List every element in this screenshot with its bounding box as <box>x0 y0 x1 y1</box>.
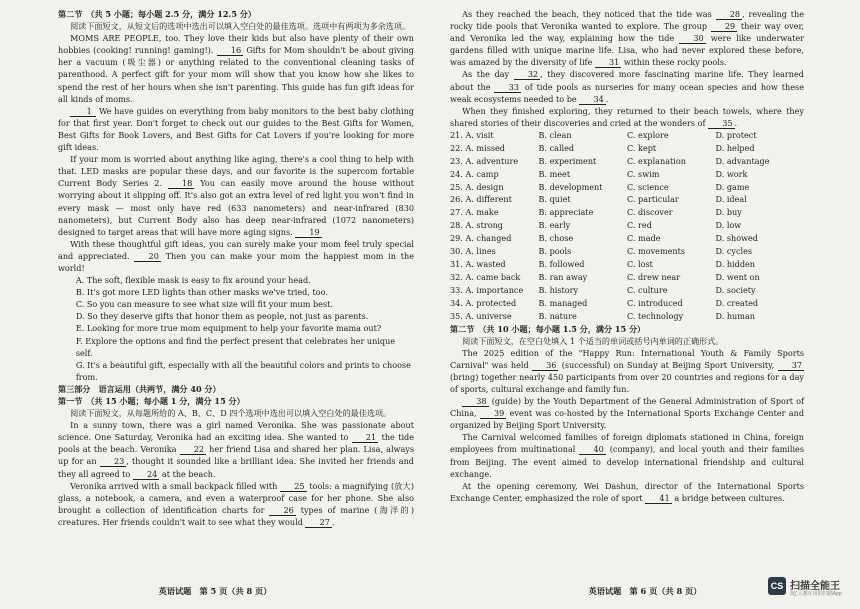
passage-paragraph <box>58 419 414 479</box>
choice-option: D. protect <box>715 129 757 140</box>
choice-option: D. work <box>715 168 748 179</box>
passage-text: . <box>605 93 609 104</box>
passage-text: , thought it sounded like a brilliant idea. She invited her friends and they all agreed to <box>58 456 414 479</box>
passage-paragraph <box>58 480 414 528</box>
section1-title: 第一节 （共 15 小题；每小题 1 分，满分 15 分） <box>58 396 245 406</box>
answer-blank-24: 24 <box>133 469 159 480</box>
passage-text: a bridge between cultures. <box>674 492 785 503</box>
choice-option: D. human <box>715 310 755 321</box>
passage-text: event was co-hosted by the International Sports Exchange Center and organized by Beijing Sport University. <box>450 408 805 431</box>
choice-option: B. pools <box>538 246 572 257</box>
choice-row <box>450 142 804 155</box>
choice-option: B. meet <box>538 168 571 179</box>
passage-paragraph <box>58 105 414 153</box>
answer-blank-29: 29 <box>711 21 737 32</box>
answer-blank-23: 23 <box>100 456 126 467</box>
choice-option: C. lost <box>627 259 653 269</box>
choice-option: B. nature <box>538 310 577 321</box>
passage-text: (bring) together nearly 450 participants from over 20 countries and regions for a day of sports, cultural exchange and family fun. <box>450 371 804 394</box>
passage-text: of tide pools as nurseries for many ocean species and how these weak ecosystems needed to be <box>450 81 804 104</box>
choice-option: 26. A. different <box>450 194 512 205</box>
choice-option: 32. A. came back <box>450 271 521 282</box>
choice-option: C. red <box>627 220 652 231</box>
choice-option: C. explanation <box>627 155 686 166</box>
answer-blank-26: 26 <box>269 505 295 516</box>
answer-blank-21: 21 <box>352 432 378 443</box>
choice-option: B. managed <box>538 297 588 308</box>
passage-text: , they discovered more fascinating marine life. They learned about the <box>450 69 804 92</box>
answer-blank-27: 27 <box>305 517 331 528</box>
passage-text: At the opening ceremony, Wei Dashun, director of the International Sports Exchange Center, emphasized the role of sport <box>450 480 804 503</box>
choice-row <box>450 310 804 323</box>
passage-text: MOMS ARE PEOPLE, too. They love their kids but also have plenty of their own hobbies (cooking! running! gaming!). <box>58 33 414 56</box>
passage-text: When they finished exploring, they returned to their beach towels, where they shared stories of their discoveries and cried at the wonders of <box>450 105 804 128</box>
passage-text: within these rocky pools. <box>623 57 727 68</box>
answer-blank-41: 41 <box>645 493 671 504</box>
choice-row <box>450 284 804 297</box>
choice-option: C. science <box>627 181 669 192</box>
passage-text: With these thoughtful gift ideas, you can surely make your mom feel truly special and appreciated. <box>58 238 414 261</box>
choice-option: C. particular <box>627 194 679 205</box>
answer-blank-31: 31 <box>595 57 621 68</box>
section2-title: 第二节 （共 5 小题；每小题 2.5 分，满分 12.5 分） <box>58 9 256 19</box>
choice-option: D. advantage <box>715 155 770 166</box>
passage-text: were like underwater gardens filled with unique marine life. Lisa, who had never explored these before, was amazed by the diversity of life <box>450 33 804 68</box>
passage-text: You can easily move around the house without worrying about it slipping off. It's also got an extra level of red light you won't find in every mask — most only have red (633 nanometers) and near-infrared (830 nanometers), but Current Body also has deep near-infrared (1072 nanometers) designed to target areas that will have more aging signs. <box>58 178 415 237</box>
section2b-instruction: 阅读下面短文，在空白处填入 1 个适当的单词或括号内单词的正确形式。 <box>462 335 724 346</box>
choice-option: B. experiment <box>538 155 597 166</box>
choice-row <box>450 129 804 142</box>
passage-paragraph <box>58 153 414 238</box>
passage-text: The 2025 edition of the "Happy Run: International Youth & Family Sports Carnival" was held <box>450 347 804 370</box>
choice-option: C. discover <box>627 207 673 218</box>
passage-paragraph <box>450 395 804 431</box>
answer-blank-38: 38 <box>462 396 488 407</box>
answer-blank-40: 40 <box>579 444 605 455</box>
choice-row <box>450 168 804 181</box>
answer-blank-25: 25 <box>280 481 306 492</box>
passage-paragraph <box>450 347 804 395</box>
choice-option: 33. A. importance <box>450 284 524 295</box>
choice-row <box>450 206 804 219</box>
option-item: G. It's a beautiful gift, especially with all the beautiful colors and prints to choose from. <box>75 359 411 382</box>
answer-blank-18: 18 <box>168 178 194 189</box>
choice-option: D. showed <box>715 233 758 244</box>
passage-paragraph <box>450 480 804 504</box>
option-item: D. So they deserve gifts that honor them as people, not just as parents. <box>75 311 369 322</box>
passage-text: her friend Lisa and shared her plan. Lisa, always up for an <box>58 444 415 467</box>
choice-option: C. introduced <box>627 297 683 308</box>
passage-text: (successful) on Sunday at Beijing Sport University, <box>561 359 775 370</box>
passage-text: As the day <box>462 69 510 80</box>
passage-paragraph <box>450 68 804 104</box>
answer-blank-37: 37 <box>778 360 804 371</box>
choice-option: D. low <box>715 220 742 231</box>
passage-text: (company), and local youth and their families from Beijing. The event aimed to develop international friendship and cultural exchange. <box>450 444 804 479</box>
choice-option: B. followed <box>538 259 585 269</box>
passage-text: tools: a magnifying (放大) glass, a notebook, a camera, and even a waterproof case for her phone. She also brought a collection of identification charts for <box>58 480 414 515</box>
right-page <box>430 0 860 609</box>
passage-text: The Carnival welcomed families of foreign diplomats stationed in China, foreign employees from multinational <box>450 432 804 455</box>
choice-option: B. appreciate <box>538 207 594 218</box>
passage-paragraph <box>58 32 414 105</box>
choice-option: C. swim <box>627 168 660 179</box>
section2b-title: 第二节 （共 10 小题；每小题 1.5 分，满分 15 分） <box>450 323 646 334</box>
watermark-app-name: 扫描全能王 <box>790 581 840 592</box>
choice-option: B. history <box>538 284 579 295</box>
choice-row <box>450 297 804 310</box>
choice-option: 28. A. strong <box>450 220 503 231</box>
part3-title: 第三部分 语言运用（共两节，满分 40 分） <box>58 383 221 394</box>
passage-paragraph <box>450 105 804 129</box>
passage-text: In a sunny town, there was a girl named Veronika. She was passionate about science. One Saturday, Veronika had an exciting idea. She wanted to <box>58 420 414 443</box>
answer-blank-22: 22 <box>180 444 206 455</box>
answer-blank-16: 16 <box>217 45 243 56</box>
choice-row <box>450 181 804 194</box>
answer-blank-36: 36 <box>532 360 558 371</box>
page-footer: 英语试题 第 6 页（共 8 页） <box>588 585 702 596</box>
choice-option: 21. A. visit <box>450 129 494 140</box>
passage-text: Gifts for Mom shouldn't be about giving her a vacuum (吸尘器) or anything related to the conventional cleaning tasks of parenthood. A perfect gift for your mom will show that you know how she likes to spend the rest of her hours when she isn't parenting. This guide has fun gift ideas for all kinds of moms. <box>58 45 414 104</box>
options-list <box>58 274 414 383</box>
section2-instruction: 阅读下面短文，从短文后的选项中选出可以填入空白处的最佳选项。选项中有两项为多余选项。 <box>70 21 411 32</box>
choice-option: D. went on <box>715 271 760 282</box>
choice-option: B. development <box>538 181 603 192</box>
watermark-tagline: 3亿人都在用的扫描App <box>790 591 842 597</box>
answer-blank-34: 34 <box>579 94 605 105</box>
choice-option: B. quiet <box>538 194 571 205</box>
choice-option: C. explore <box>627 129 669 140</box>
passage-paragraph <box>450 431 804 479</box>
choice-option: 34. A. protected <box>450 297 517 308</box>
choice-option: B. early <box>538 220 571 231</box>
choice-table <box>450 129 804 323</box>
answer-blank-35: 35 <box>708 118 734 129</box>
choice-option: D. hidden <box>715 259 756 269</box>
answer-blank-17: 1 <box>70 106 96 117</box>
choice-option: 23. A. adventure <box>450 155 519 166</box>
passage-paragraph <box>58 238 414 274</box>
choice-option: C. culture <box>627 284 668 295</box>
passage-text: . <box>331 516 335 527</box>
choice-option: 35. A. universe <box>450 310 512 321</box>
passage-text: . <box>734 117 738 128</box>
choice-option: D. cycles <box>715 246 753 257</box>
choice-row <box>450 219 804 232</box>
passage-text: As they reached the beach, they noticed that the tide was <box>462 9 712 19</box>
choice-option: C. drew near <box>627 271 681 282</box>
answer-blank-28: 28 <box>716 9 742 20</box>
choice-option: 25. A. design <box>450 181 504 192</box>
choice-option: D. buy <box>715 207 742 218</box>
passage-text: at the beach. <box>161 468 216 479</box>
passage-text: We have guides on everything from baby monitors to the best baby clothing for that first year. Don't forget to check out our guides to the Best Gifts for Women, Best Gifts for Book Lovers, and Best Gifts for Cat Lovers if you're looking for more gift ideas. <box>58 105 414 153</box>
choice-row <box>450 245 804 258</box>
passage-text: , revealing the rocky tide pools that Veronika wanted to explore. The group <box>450 9 804 32</box>
choice-option: 24. A. camp <box>450 168 499 179</box>
option-item: B. It's got more LED lights than other masks we've tried, too. <box>75 287 328 298</box>
choice-row <box>450 258 804 271</box>
passage-text: Veronika arrived with a small backpack filled with <box>70 480 278 491</box>
answer-blank-32: 32 <box>514 69 540 80</box>
passage-text: If your mom is worried about anything like aging, there's a cool thing to help with that. LED masks are popular these days, and our favorite is the supercom fortable Current Body Series 2. <box>58 154 414 189</box>
choice-option: 22. A. missed <box>450 142 505 153</box>
choice-option: 30. A. lines <box>450 246 496 257</box>
answer-blank-33: 33 <box>494 82 520 93</box>
passage-paragraph <box>450 8 804 68</box>
camscanner-logo-icon: CS <box>768 577 786 595</box>
choice-option: D. society <box>715 284 756 295</box>
choice-option: 31. A. wasted <box>450 259 506 269</box>
scanner-watermark <box>768 575 848 599</box>
answer-blank-20: 20 <box>134 251 160 262</box>
choice-option: 29. A. changed <box>450 233 512 244</box>
answer-blank-19: 19 <box>295 227 321 238</box>
answer-blank-30: 30 <box>679 33 705 44</box>
choice-row <box>450 271 804 284</box>
choice-option: B. ran away <box>538 271 588 282</box>
choice-option: B. clean <box>538 129 572 140</box>
choice-option: C. kept <box>627 142 657 153</box>
choice-option: D. game <box>715 181 750 192</box>
choice-option: C. technology <box>627 310 684 321</box>
choice-option: C. made <box>627 233 661 244</box>
option-item: A. The soft, flexible mask is easy to fix around your head. <box>75 275 311 286</box>
choice-row <box>450 232 804 245</box>
passage-text: Then you can make your mom the happiest mom in the world! <box>58 250 415 273</box>
option-item: F. Explore the options and find the perfect present that celebrates her unique self. <box>75 335 396 358</box>
passage-text: the tide pools at the beach. Veronika <box>58 432 415 455</box>
option-item: E. Looking for more true mom equipment to help your favorite mama out? <box>75 323 382 334</box>
choice-option: B. called <box>538 142 575 153</box>
choice-option: 27. A. make <box>450 207 499 218</box>
choice-option: D. helped <box>715 142 755 153</box>
answer-blank-39: 39 <box>480 408 506 419</box>
passage-text: types of marine (海洋的) creatures. Her friends couldn't wait to see what they would <box>58 504 415 527</box>
choice-row <box>450 193 804 206</box>
option-item: C. So you can measure to see what size will fit your mum best. <box>75 299 333 310</box>
choice-option: B. chose <box>538 233 574 244</box>
choice-option: C. movements <box>627 246 686 257</box>
page-footer: 英语试题 第 5 页（共 8 页） <box>158 585 272 596</box>
section1-instruction: 阅读下面短文，从每题所给的 A、B、C、D 四个选项中选出可以填入空白处的最佳选项。 <box>70 408 392 419</box>
passage-text: (guide) by the Youth Department of the General Administration of Sport of China, <box>450 396 804 419</box>
choice-option: D. created <box>715 297 759 308</box>
choice-option: D. ideal <box>715 194 747 205</box>
choice-row <box>450 155 804 168</box>
passage-text: their way over, and Veronika led the way, explaining how the tide <box>450 21 804 44</box>
